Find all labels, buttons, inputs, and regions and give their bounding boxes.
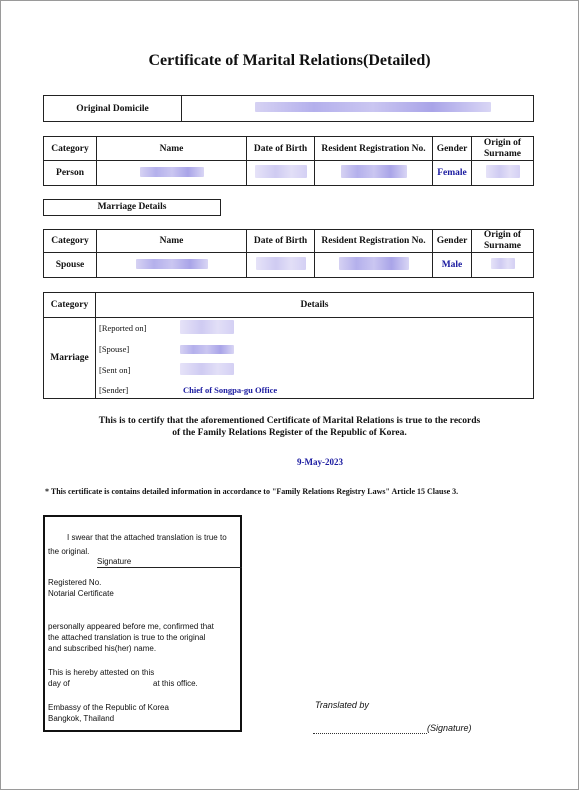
sender-value: Chief of Songpa-gu Office: [183, 385, 278, 395]
person-gender: Female: [433, 161, 472, 186]
field-spouse: [Spouse]: [99, 344, 130, 354]
notary-appeared-1: personally appeared before me, confirmed that: [48, 622, 214, 631]
marriage-header-details: Details: [96, 293, 534, 318]
redacted-spouse: [180, 345, 234, 354]
spouse-gender: Male: [433, 253, 472, 278]
certify-statement: [0, 415, 579, 439]
notary-appeared-2: the attached translation is true to the original: [48, 633, 206, 642]
notary-attest-office: at this office.: [153, 679, 198, 688]
redacted-reported-on: [180, 320, 234, 334]
person-header-dob: Date of Birth: [247, 137, 315, 161]
notary-attest-1: This is hereby attested on this: [48, 668, 155, 677]
notary-box: [43, 515, 242, 732]
redacted-surname: [486, 165, 520, 178]
marriage-category: Marriage: [44, 318, 96, 399]
field-reported-on: [Reported on]: [99, 323, 147, 333]
spouse-header-dob: Date of Birth: [247, 230, 315, 253]
person-category: Person: [44, 161, 97, 186]
translator-signature-line: [313, 733, 427, 734]
notary-certificate: Notarial Certificate: [48, 589, 114, 598]
person-header-name: Name: [97, 137, 247, 161]
translator-signature-label: (Signature): [427, 723, 472, 733]
spouse-surname: [472, 253, 534, 278]
domicile-label: Original Domicile: [44, 96, 182, 122]
person-surname: [472, 161, 534, 186]
notary-city: Bangkok, Thailand: [48, 714, 115, 723]
certify-line-1: This is to certify that the aforementioned Certificate of Marital Relations is true to the records: [98, 416, 481, 426]
person-header-gender: Gender: [433, 137, 472, 161]
spouse-dob: [247, 253, 315, 278]
redacted-name: [140, 167, 204, 177]
spouse-header-rrn: Resident Registration No.: [315, 230, 433, 253]
footnote: * This certificate is contains detailed information in accordance to "Family Relations Registry Laws" Article 15 Clause 3.: [45, 487, 459, 496]
person-name: [97, 161, 247, 186]
notary-appeared-3: and subscribed his(her) name.: [48, 644, 157, 653]
notary-registered: Registered No.: [48, 578, 102, 587]
translated-by-label: Translated by: [315, 700, 369, 710]
certificate-title: Certificate of Marital Relations(Detailed): [148, 52, 431, 69]
person-header-rrn: Resident Registration No.: [315, 137, 433, 161]
redacted-dob: [256, 257, 306, 270]
person-header-surname: Origin of Surname: [472, 137, 534, 161]
spouse-header-category: Category: [44, 230, 97, 253]
notary-swear-line-2: the original.: [48, 547, 90, 556]
notary-signature-line: Signature: [97, 556, 242, 568]
person-header-category: Category: [44, 137, 97, 161]
person-rrn: [315, 161, 433, 186]
marriage-details-label: Marriage Details: [43, 199, 221, 216]
field-sent-on: [Sent on]: [99, 365, 131, 375]
redacted-rrn: [341, 165, 407, 178]
spouse-category: Spouse: [44, 253, 97, 278]
spouse-rrn: [315, 253, 433, 278]
spouse-table: [43, 229, 534, 278]
person-dob: [247, 161, 315, 186]
redacted-name: [136, 259, 208, 269]
field-sender: [Sender]: [99, 385, 129, 395]
certify-line-2: of the Family Relations Register of the Republic of Korea.: [172, 428, 407, 438]
notary-attest-day: day of: [48, 679, 70, 688]
spouse-header-gender: Gender: [433, 230, 472, 253]
marriage-details-cell: [96, 318, 534, 399]
redacted-dob: [255, 165, 307, 178]
issue-date: 9-May-2023: [297, 457, 343, 467]
marriage-header-category: Category: [44, 293, 96, 318]
domicile-table: [43, 95, 534, 122]
redacted-domicile: [255, 102, 491, 112]
redacted-rrn: [339, 257, 409, 270]
redacted-surname: [491, 258, 515, 269]
person-table: [43, 136, 534, 186]
notary-swear-line-1: I swear that the attached translation is true to: [67, 533, 227, 542]
redacted-sent-on: [180, 363, 234, 375]
notary-embassy: Embassy of the Republic of Korea: [48, 703, 169, 712]
spouse-name: [97, 253, 247, 278]
domicile-value: [182, 96, 534, 122]
spouse-header-name: Name: [97, 230, 247, 253]
marriage-table: [43, 292, 534, 399]
spouse-header-surname: Origin of Surname: [472, 230, 534, 253]
